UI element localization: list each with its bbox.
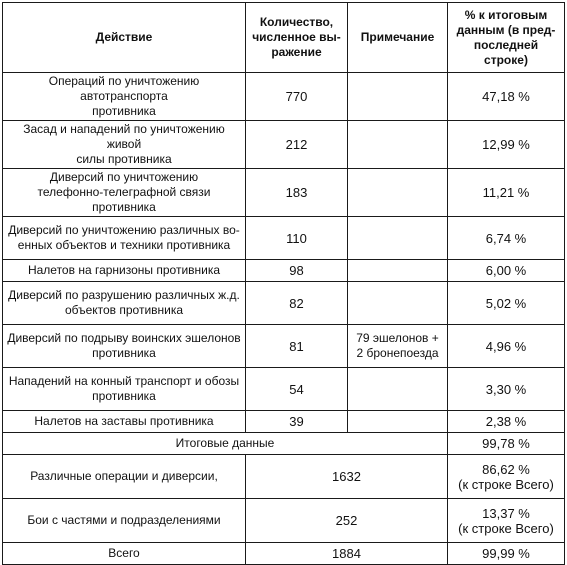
row-action: Нападений на конный транспорт и обозы противника bbox=[3, 368, 246, 411]
summary-action: Бои с частями и подразделениями bbox=[3, 499, 246, 543]
row-quantity: 54 bbox=[246, 368, 348, 411]
summary-percent: 86,62 % (к строке Всего) bbox=[448, 455, 565, 499]
table-row bbox=[3, 73, 565, 121]
row-note bbox=[348, 368, 448, 411]
row-percent: 6,00 % bbox=[448, 260, 565, 282]
row-note bbox=[348, 282, 448, 325]
summary-percent: 99,99 % bbox=[448, 543, 565, 565]
totals-row bbox=[3, 433, 565, 455]
header-row bbox=[3, 3, 565, 73]
row-note bbox=[348, 169, 448, 217]
row-percent: 2,38 % bbox=[448, 411, 565, 433]
summary-quantity: 1884 bbox=[246, 543, 448, 565]
row-percent: 6,74 % bbox=[448, 217, 565, 260]
row-percent: 4,96 % bbox=[448, 325, 565, 368]
row-action: Операций по уничтожению автотранспорта противника bbox=[3, 73, 246, 121]
row-note bbox=[348, 121, 448, 169]
row-quantity: 82 bbox=[246, 282, 348, 325]
row-note bbox=[348, 411, 448, 433]
table-row bbox=[3, 411, 565, 433]
summary-quantity: 1632 bbox=[246, 455, 448, 499]
row-percent: 3,30 % bbox=[448, 368, 565, 411]
row-action: Налетов на гарнизоны противника bbox=[3, 260, 246, 282]
row-action: Диверсий по уничтожению телефонно-телеграфной связи противника bbox=[3, 169, 246, 217]
row-quantity: 183 bbox=[246, 169, 348, 217]
row-percent: 11,21 % bbox=[448, 169, 565, 217]
row-action: Налетов на заставы противника bbox=[3, 411, 246, 433]
table-row bbox=[3, 121, 565, 169]
row-quantity: 81 bbox=[246, 325, 348, 368]
row-action: Диверсий по подрыву воинских эшелонов противника bbox=[3, 325, 246, 368]
table-row bbox=[3, 325, 565, 368]
row-quantity: 770 bbox=[246, 73, 348, 121]
totals-label: Итоговые данные bbox=[3, 433, 448, 455]
table-row bbox=[3, 260, 565, 282]
table-row bbox=[3, 282, 565, 325]
header-quantity: Количество, численное вы- ражение bbox=[246, 3, 348, 73]
header-percent: % к итоговым данным (в пред- последней строке) bbox=[448, 3, 565, 73]
statistics-table bbox=[2, 2, 565, 565]
table-row bbox=[3, 169, 565, 217]
row-note bbox=[348, 260, 448, 282]
row-note bbox=[348, 217, 448, 260]
summary-percent: 13,37 % (к строке Всего) bbox=[448, 499, 565, 543]
summary-action: Различные операции и диверсии, bbox=[3, 455, 246, 499]
row-action: Диверсий по разрушению различных ж.д. объектов противника bbox=[3, 282, 246, 325]
row-quantity: 39 bbox=[246, 411, 348, 433]
row-note: 79 эшелонов + 2 бронепоезда bbox=[348, 325, 448, 368]
table-body bbox=[3, 73, 565, 565]
row-quantity: 110 bbox=[246, 217, 348, 260]
row-percent: 5,02 % bbox=[448, 282, 565, 325]
summary-row bbox=[3, 543, 565, 565]
row-action: Засад и нападений по уничтожению живой силы противника bbox=[3, 121, 246, 169]
summary-row bbox=[3, 455, 565, 499]
header-note: Примечание bbox=[348, 3, 448, 73]
row-quantity: 212 bbox=[246, 121, 348, 169]
totals-percent: 99,78 % bbox=[448, 433, 565, 455]
summary-row bbox=[3, 499, 565, 543]
row-note bbox=[348, 73, 448, 121]
table-row bbox=[3, 217, 565, 260]
row-percent: 47,18 % bbox=[448, 73, 565, 121]
row-quantity: 98 bbox=[246, 260, 348, 282]
summary-quantity: 252 bbox=[246, 499, 448, 543]
header-action: Действие bbox=[3, 3, 246, 73]
row-percent: 12,99 % bbox=[448, 121, 565, 169]
row-action: Диверсий по уничтожению различных во- енных объектов и техники противника bbox=[3, 217, 246, 260]
summary-action: Всего bbox=[3, 543, 246, 565]
table-row bbox=[3, 368, 565, 411]
